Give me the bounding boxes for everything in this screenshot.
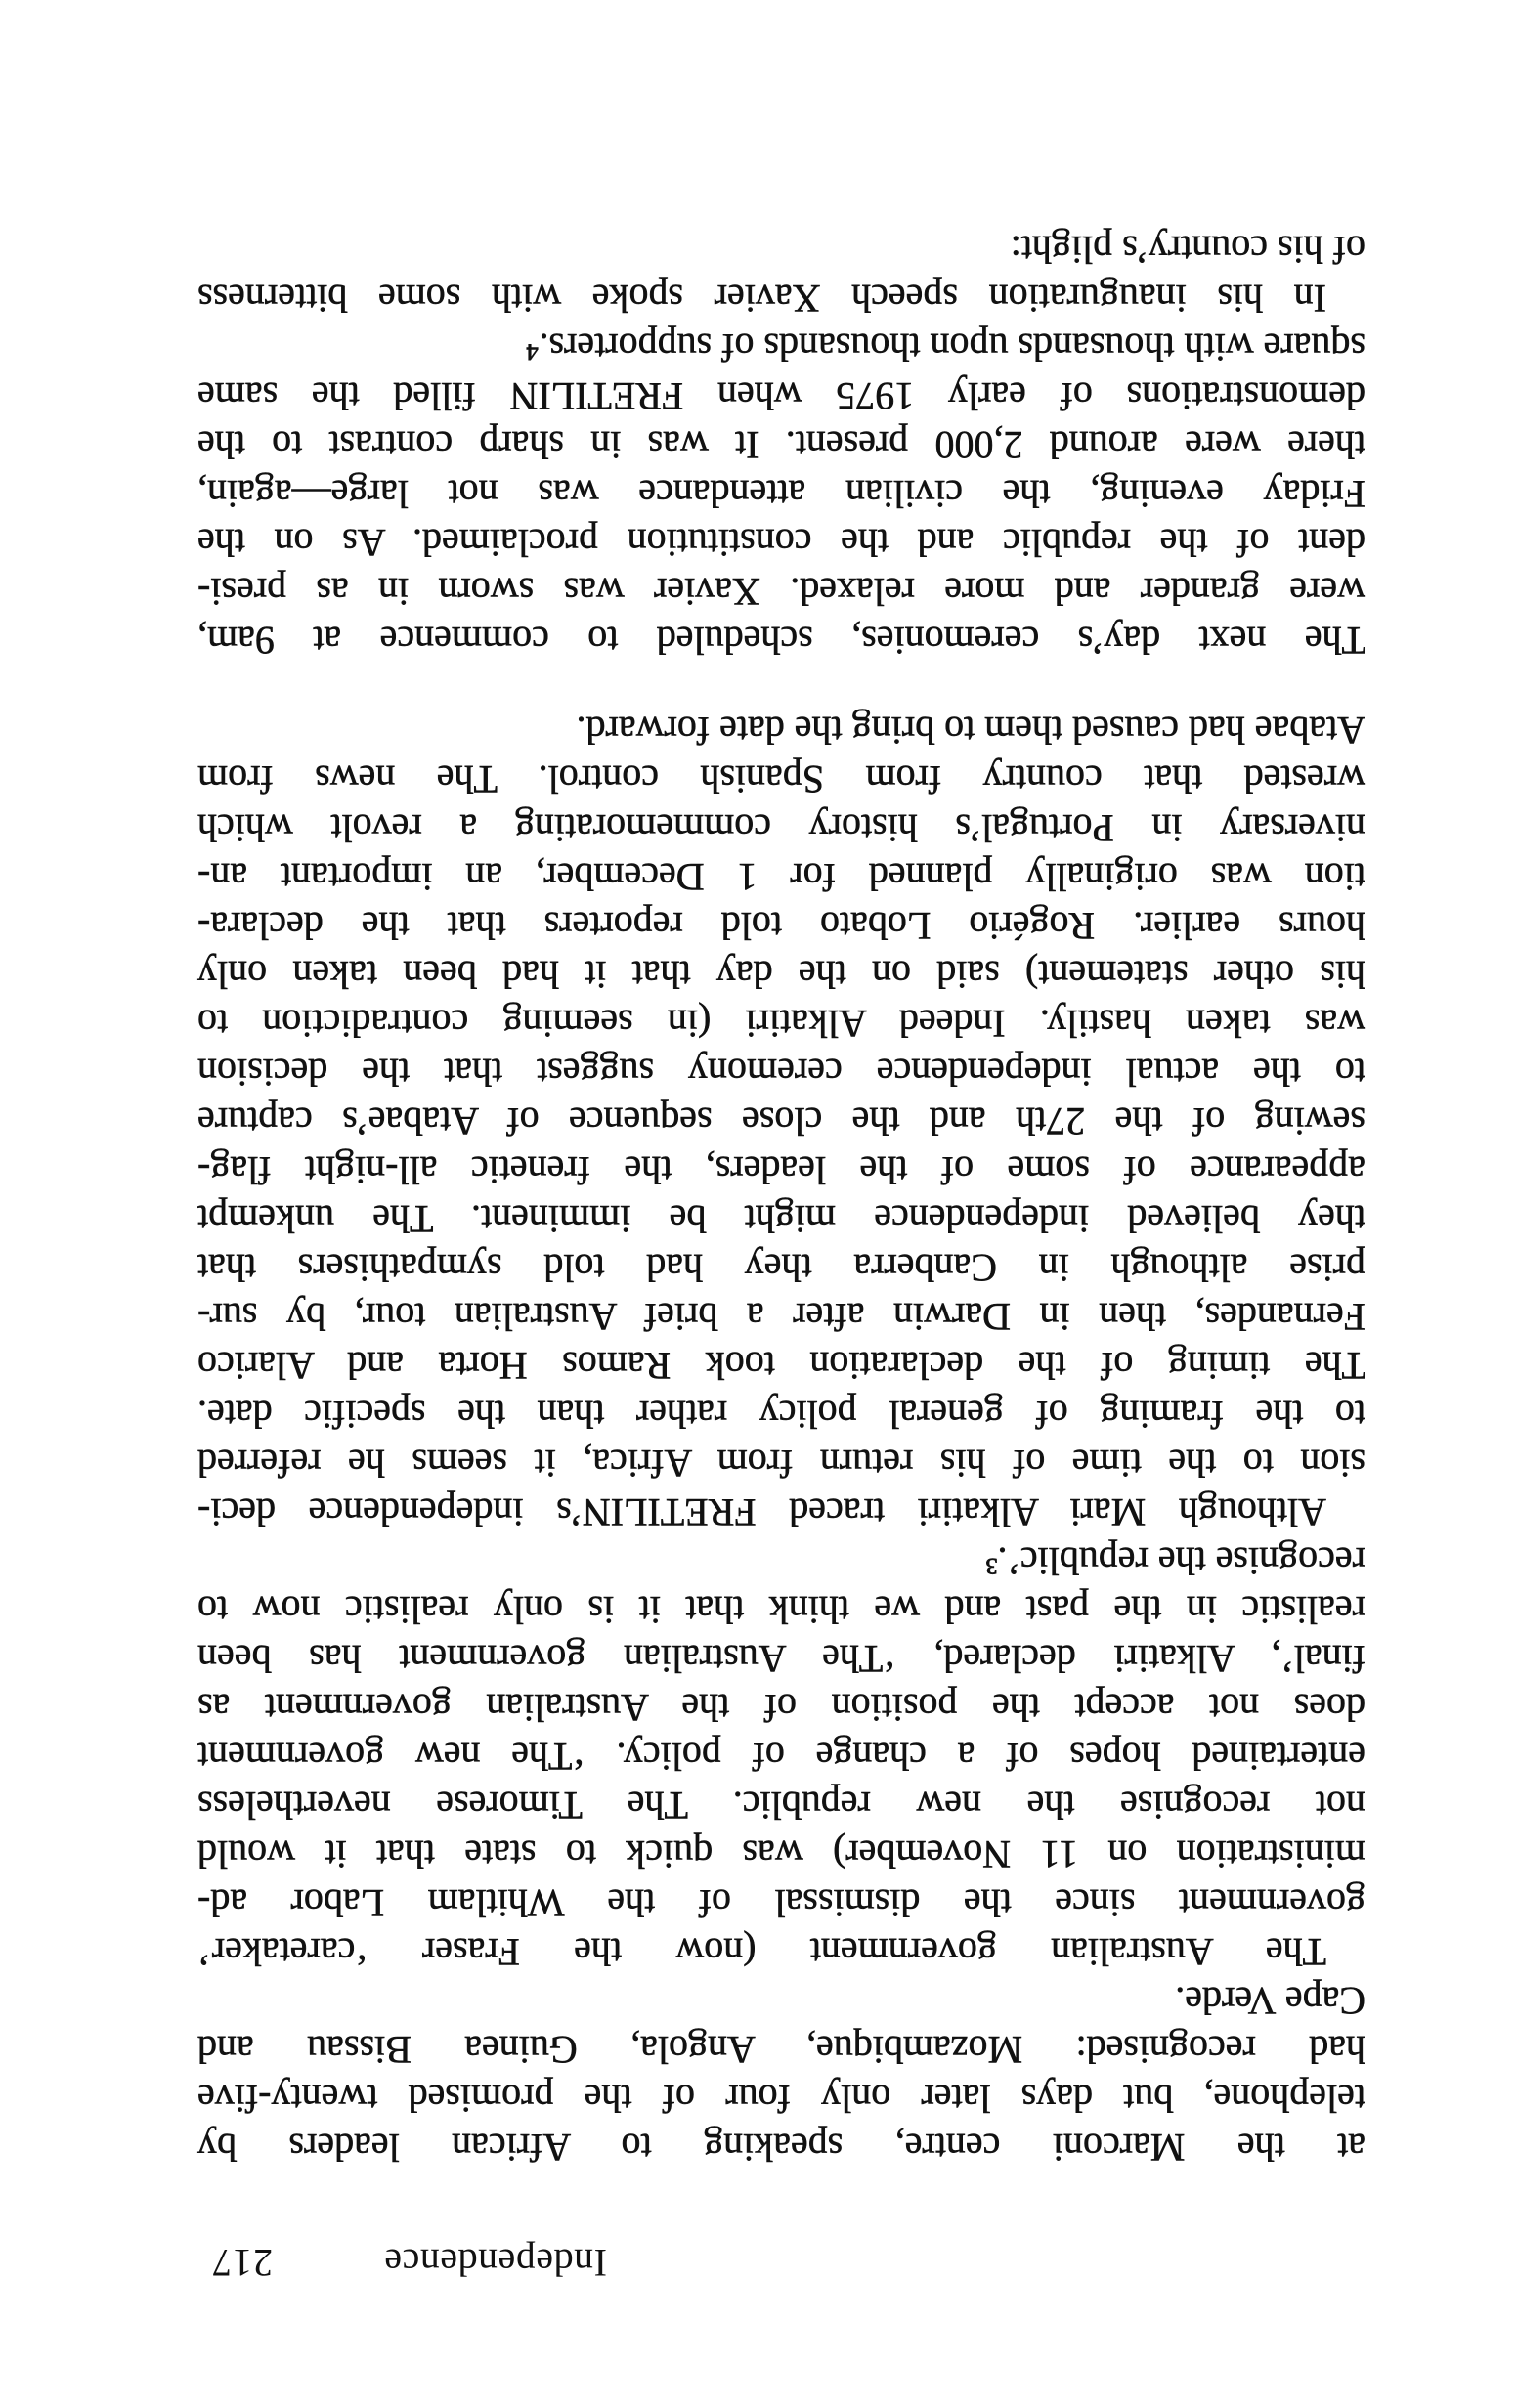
text-line: Atabae had caused them to bring the date forward. (576, 709, 1365, 752)
paragraph (197, 322, 1365, 665)
text-line: sewing of the 27th and the close sequence of Atabae’s capture (197, 1099, 1365, 1143)
text-line: to the actual independence ceremony suggest that the decision (197, 1051, 1365, 1095)
text-line: Friday evening, the civilian attendance was not large—again, (197, 472, 1365, 516)
text-line: recognise the republic’.³ (985, 1539, 1365, 1583)
text-line: realistic in the past and we think that it is only realistic now to (197, 1588, 1365, 1632)
running-head (197, 2238, 1365, 2287)
text-line: they believed independence might be imminent. The unkempt (197, 1197, 1365, 1241)
text-line: was taken hastily. Indeed Alkatiri (in seeming contradiction to (197, 1002, 1365, 1046)
paragraph (197, 706, 1365, 1536)
text-line: of his country’s plight: (1010, 228, 1365, 272)
text-line: ministration on 11 November) was quick to state that it would (197, 1832, 1365, 1876)
running-title: Independence (383, 2241, 607, 2285)
text-line: telephone, but days later only four of the promised twenty-five (197, 2077, 1365, 2121)
text-line: The Australian government (now the Fraser ‘caretaker’ (197, 1930, 1326, 1974)
text-line: had recognised: Mozambique, Angola, Guinea Bissau and (197, 2028, 1365, 2072)
text-line: prise although in Canberra they had told sympathisers that (197, 1246, 1365, 1290)
text-line: not recognise the new republic. The Timorese nevertheless (197, 1784, 1365, 1828)
text-line: to the framing of general policy rather than the specific date. (197, 1393, 1365, 1437)
paragraph (197, 1976, 1365, 2172)
text-line: In his inauguration speech Xavier spoke with some bitterness (197, 277, 1326, 321)
text-line: demonstrations of early 1975 when FRETILIN filled the same (197, 374, 1365, 418)
text-line: wrested that country from Spanish control. The news from (197, 757, 1365, 801)
text-line: tion was originally planned for 1 December, an important an- (197, 855, 1365, 899)
text-line: square with thousands upon thousands of supporters.⁴ (525, 325, 1365, 369)
text-line: hours earlier. Rogério Lobato told reporters that the declara- (197, 904, 1365, 948)
text-line: at the Marconi centre, speaking to African leaders by (197, 2126, 1365, 2170)
text-line: dent of the republic and the constitution proclaimed. As on the (197, 521, 1365, 565)
text-line: final’, Alkatiri declared, ‘The Australian government has been (197, 1637, 1365, 1681)
text-line: sion to the time of his return from Africa, it seems he referred (197, 1441, 1365, 1485)
text-line: entertained hopes of a change of policy. ‘The new government (197, 1735, 1365, 1779)
text-line: were grander and more relaxed. Xavier was sworn in as presi- (197, 570, 1365, 614)
text-line: The timing of the declaration took Ramos Horta and Alarico (197, 1344, 1365, 1388)
text-line: niversary in Portugal’s history commemorating a revolt which (197, 806, 1365, 850)
text-line: Cape Verde. (1175, 1979, 1365, 2023)
text-line: government since the dismissal of the Whitlam Labor ad- (197, 1881, 1365, 1925)
page-number: 217 (211, 2241, 273, 2285)
text-line: The next day’s ceremonies, scheduled to commence at 9am, (197, 619, 1365, 663)
text-line: his other statement) said on the day that it had been taken only (197, 953, 1365, 997)
text-line: does not accept the position of the Australian government as (197, 1686, 1365, 1730)
text-line: Fernandes, then in Darwin after a brief Australian tour, by sur- (197, 1295, 1365, 1339)
text-line: appearance of some of the leaders, the frenetic all-night flag- (197, 1148, 1365, 1192)
paragraph (197, 225, 1365, 322)
text-line: Although Mari Alkatiri traced FRETILIN’s independence deci- (197, 1490, 1326, 1534)
paragraph (197, 1536, 1365, 1976)
text-line: there were around 2,000 present. It was in sharp contrast to the (197, 423, 1365, 467)
body-text (197, 225, 1365, 2172)
